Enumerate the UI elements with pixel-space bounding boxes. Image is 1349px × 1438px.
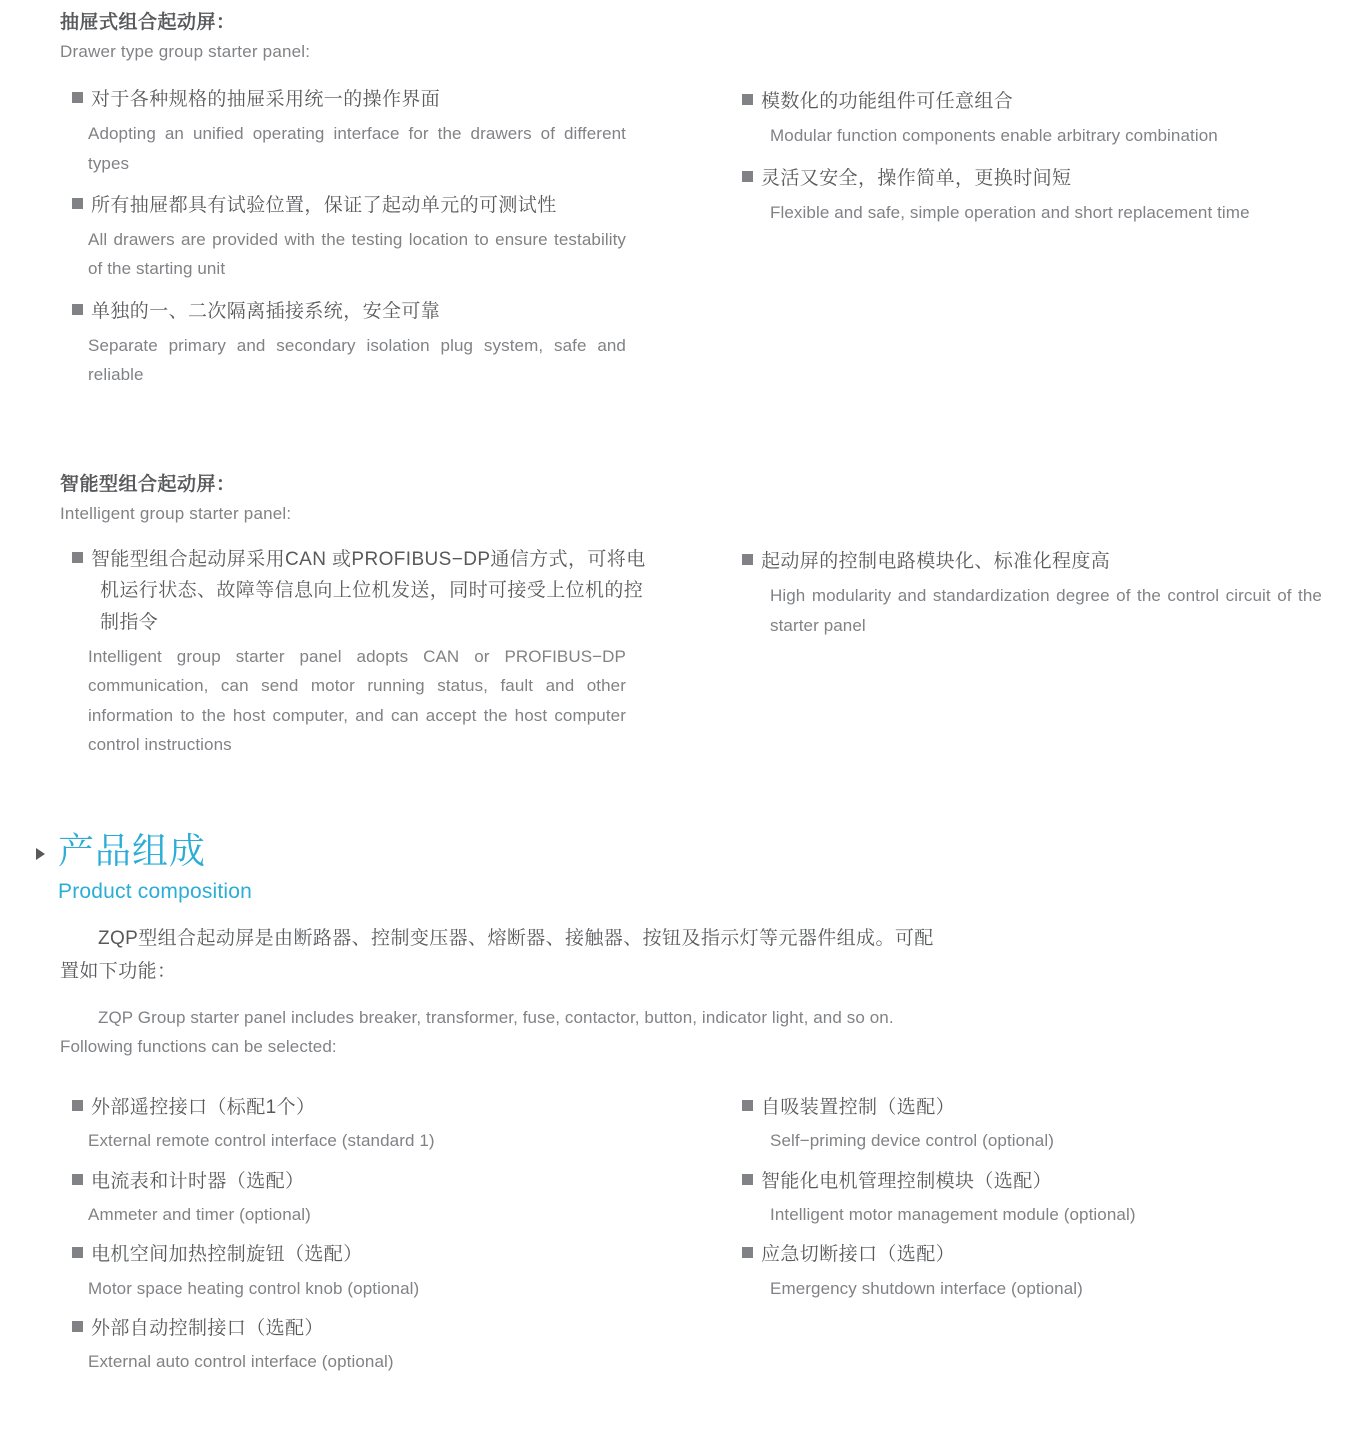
list-item (742, 1092, 1322, 1156)
list-item-cn-text: 单独的一、二次隔离插接系统，安全可靠 (72, 296, 660, 327)
square-bullet-icon (72, 304, 83, 315)
list-item (60, 544, 660, 759)
square-bullet-icon (742, 171, 753, 182)
list-item-en-text: Self−priming device control (optional) (770, 1131, 1054, 1151)
section-title-cn: 产品组成 (58, 830, 207, 871)
list-item-en-text: Separate primary and secondary isolation plug system, safe and reliable (88, 336, 626, 385)
list-item-en-text: External auto control interface (optional) (88, 1352, 394, 1372)
list-item-cn-text: 外部遥控接口（标配1个） (72, 1092, 660, 1123)
square-bullet-icon (72, 1247, 83, 1258)
list-item (742, 1166, 1322, 1230)
list-item-en-text: Modular function components enable arbitrary combination (770, 126, 1218, 146)
square-bullet-icon (742, 1174, 753, 1185)
section-title-en: Product composition (58, 880, 253, 903)
list-item-cn-text: 对于各种规格的抽屉采用统一的操作界面 (72, 84, 660, 115)
square-bullet-icon (72, 1321, 83, 1332)
drawer-section-right-column (742, 86, 1322, 227)
square-bullet-icon (742, 1100, 753, 1111)
list-item-cn-text: 所有抽屉都具有试验位置，保证了起动单元的可测试性 (72, 190, 660, 221)
drawer-section-left-column (60, 10, 660, 390)
intelligent-section-left-column (60, 472, 660, 759)
list-item-en-text: External remote control interface (standard 1) (88, 1131, 435, 1151)
composition-paragraph-cn: ZQP型组合起动屏是由断路器、控制变压器、熔断器、接触器、按钮及指示灯等元器件组成。可配置如下功能： (60, 928, 934, 983)
composition-right-column (742, 1092, 1322, 1303)
list-item-cn-text: 起动屏的控制电路模块化、标准化程度高 (742, 546, 1322, 577)
list-item-cn-text: 外部自动控制接口（选配） (72, 1313, 660, 1344)
list-item-en-text: Motor space heating control knob (optional) (88, 1278, 420, 1298)
product-composition-heading (36, 828, 736, 906)
intelligent-section-en-title: Intelligent group starter panel: (60, 503, 292, 523)
list-item-cn-text: 灵活又安全，操作简单，更换时间短 (742, 163, 1322, 194)
product-composition-paragraphs (60, 922, 1060, 1061)
list-item (742, 1239, 1322, 1303)
composition-left-column (60, 1092, 660, 1376)
list-item-en-text: Adopting an unified operating interface for the drawers of different types (88, 124, 626, 173)
drawer-section-en-title: Drawer type group starter panel: (60, 41, 311, 61)
list-item-en-text: High modularity and standardization degree of the control circuit of the starter panel (770, 586, 1322, 635)
square-bullet-icon (72, 198, 83, 209)
list-item (60, 1166, 660, 1230)
list-item (60, 1092, 660, 1156)
triangle-arrow-icon (36, 848, 45, 860)
list-item-cn-text: 模数化的功能组件可任意组合 (742, 86, 1322, 117)
list-item-en-text: Intelligent group starter panel adopts CAN or PROFIBUS−DP communication, can send motor running status, fault and other information to the host computer, and can accept the host computer control instructions (88, 647, 626, 754)
list-item-cn-text: 电机空间加热控制旋钮（选配） (72, 1239, 660, 1270)
square-bullet-icon (72, 552, 83, 563)
list-item (60, 1313, 660, 1377)
square-bullet-icon (72, 92, 83, 103)
list-item (60, 84, 660, 178)
list-item-cn-text: 智能化电机管理控制模块（选配） (742, 1166, 1322, 1197)
list-item-en-text: Ammeter and timer (optional) (88, 1204, 311, 1224)
list-item-en-text: Intelligent motor management module (optional) (770, 1204, 1136, 1224)
drawer-section-cn-title: 抽屉式组合起动屏： (60, 12, 236, 33)
square-bullet-icon (742, 94, 753, 105)
list-item-cn-text: 应急切断接口（选配） (742, 1239, 1322, 1270)
square-bullet-icon (742, 1247, 753, 1258)
list-item (60, 190, 660, 284)
intelligent-section-right-column (742, 546, 1322, 640)
list-item (60, 1239, 660, 1303)
list-item-cn-text: 自吸装置控制（选配） (742, 1092, 1322, 1123)
list-item-en-text: Emergency shutdown interface (optional) (770, 1278, 1083, 1298)
list-item (742, 546, 1322, 640)
list-item-en-text: Flexible and safe, simple operation and short replacement time (770, 202, 1250, 222)
list-item-cn-text: 智能型组合起动屏采用CAN 或PROFIBUS−DP通信方式，可将电机运行状态、故障等信息向上位机发送，同时可接受上位机的控制指令 (72, 544, 660, 638)
list-item (60, 296, 660, 390)
list-item-en-text: All drawers are provided with the testing location to ensure testability of the starting unit (88, 230, 626, 279)
square-bullet-icon (72, 1100, 83, 1111)
intelligent-section-cn-title: 智能型组合起动屏： (60, 474, 236, 495)
composition-paragraph-en: ZQP Group starter panel includes breaker, transformer, fuse, contactor, button, indicator light, and so on. Following functions can be selected: (60, 1007, 894, 1056)
list-item (742, 86, 1322, 151)
square-bullet-icon (742, 554, 753, 565)
square-bullet-icon (72, 1174, 83, 1185)
list-item (742, 163, 1322, 228)
list-item-cn-text: 电流表和计时器（选配） (72, 1166, 660, 1197)
